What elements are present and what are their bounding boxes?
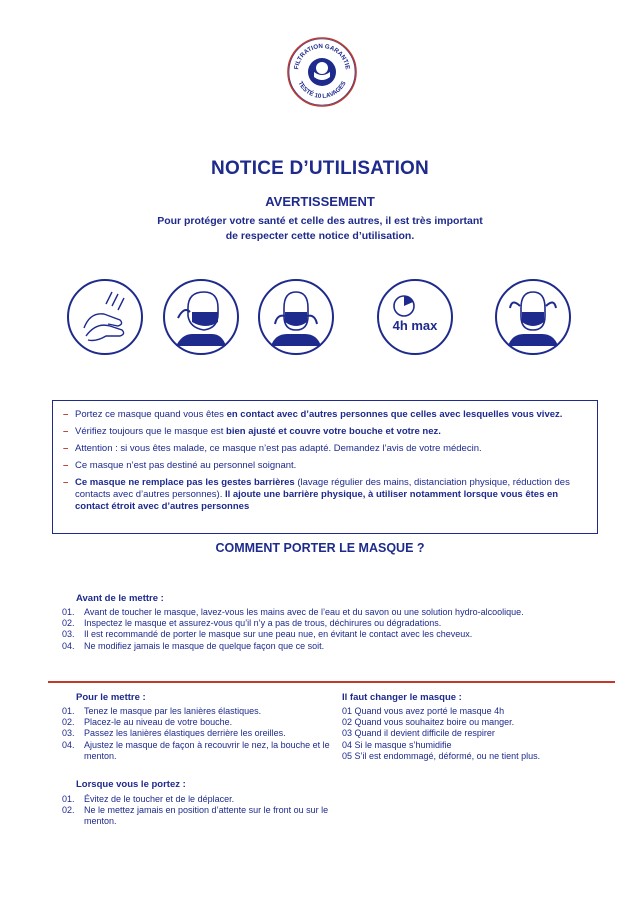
hand-washing-icon	[66, 278, 144, 356]
bullet-dash: –	[63, 426, 69, 437]
step-number: 02.	[62, 618, 75, 629]
before-title: Avant de le mettre :	[76, 593, 164, 604]
step-text: Inspectez le masque et assurez-vous qu’il n’y a pas de trous, déchirures ou dégradations.	[84, 618, 442, 629]
warning-line-1: Pour protéger votre santé et celle des autres, il est très important	[157, 215, 483, 227]
step-item	[62, 728, 332, 739]
step-number: 01.	[62, 706, 75, 716]
info-item	[63, 460, 587, 472]
change-title: Il faut changer le masque :	[342, 692, 462, 703]
change-item: 05 S’il est endommagé, déformé, ou ne tient plus.	[342, 750, 541, 761]
info-item-text: Portez ce masque quand vous êtes	[75, 409, 227, 420]
step-text: Ajustez le masque de façon à recouvrir le nez, la bouche et le menton.	[84, 739, 330, 761]
divider-line	[48, 681, 615, 683]
mask-ties-icon	[162, 278, 240, 356]
info-item	[63, 409, 587, 421]
step-number: 04.	[62, 640, 75, 651]
step-item	[62, 618, 572, 629]
step-text: Passez les lanières élastiques derrière les oreilles.	[84, 728, 286, 739]
info-list	[53, 401, 597, 513]
warning-line-2: de respecter cette notice d’utilisation.	[225, 230, 415, 242]
step-text: Tenez le masque par les lanières élastiques.	[84, 706, 262, 716]
wearing-title: Lorsque vous le portez :	[76, 779, 186, 790]
info-item	[63, 426, 587, 438]
warning-text	[0, 214, 640, 244]
step-text: Il est recommandé de porter le masque sur une peau nue, en évitant le contact avec les cheveux.	[84, 629, 473, 640]
step-item	[62, 607, 572, 618]
step-number: 04.	[62, 739, 75, 750]
step-number: 03.	[62, 629, 75, 640]
info-item-text: Attention : si vous êtes malade, ce masque n’est pas adapté. Demandez l’avis de votre médecin.	[75, 443, 482, 454]
mask-straps-icon	[494, 278, 572, 356]
info-item	[63, 443, 587, 455]
change-item: 03 Quand il devient difficile de respirer	[342, 728, 495, 739]
step-text: Ne modifiez jamais le masque de quelque façon que ce soit.	[84, 640, 325, 651]
change-item: 01 Quand vous avez porté le masque 4h	[342, 706, 505, 716]
info-item	[63, 477, 587, 513]
svg-text:TESTÉ 10 LAVAGES: TESTÉ 10 LAVAGES	[296, 80, 348, 101]
step-item	[62, 740, 332, 762]
warning-title: AVERTISSEMENT	[265, 194, 375, 209]
clock-4h-icon	[376, 278, 454, 356]
step-number: 03.	[62, 728, 75, 739]
step-text: Avant de toucher le masque, lavez-vous les mains avec de l’eau et du savon ou une solution hydro-alcoolique.	[84, 607, 524, 617]
info-item-text: en contact avec d’autres personnes que celles avec lesquelles vous vivez.	[226, 409, 563, 420]
filtration-seal-logo	[286, 36, 358, 108]
info-item-text: Il ajoute une barrière physique, à utiliser notamment lorsque vous êtes en contact étroit avec d’autres personnes	[75, 489, 559, 512]
info-item-text: (lavage régulier des mains, distanciation physique, réduction des contacts avec d’autres personnes).	[75, 477, 570, 500]
change-item: 04 Si le masque s’humidifie	[342, 739, 452, 750]
wearing-steps	[62, 794, 332, 828]
svg-text:FILTRATION GARANTIE: FILTRATION GARANTIE	[293, 42, 351, 71]
change-steps	[342, 706, 602, 762]
step-item	[62, 641, 572, 652]
icon-4h-label: 4h max	[392, 318, 438, 333]
put-on-steps	[62, 706, 332, 762]
bullet-dash: –	[63, 477, 69, 488]
step-number: 01.	[62, 794, 75, 804]
info-box	[52, 400, 598, 534]
step-item	[62, 706, 332, 717]
mask-adjust-icon	[257, 278, 335, 356]
how-to-wear-title: COMMENT PORTER LE MASQUE ?	[215, 541, 425, 555]
page-title: NOTICE D’UTILISATION	[211, 158, 429, 179]
step-item	[62, 794, 332, 805]
step-number: 02.	[62, 717, 75, 728]
bullet-dash: –	[63, 409, 69, 420]
info-item-text: Vérifiez toujours que le masque est	[75, 426, 227, 437]
info-item-text: Ce masque ne remplace pas les gestes barrières	[75, 477, 295, 488]
step-item	[62, 717, 332, 728]
step-text: Évitez de le toucher et de le déplacer.	[84, 794, 235, 804]
bullet-dash: –	[63, 460, 69, 471]
step-item	[62, 805, 332, 827]
step-text: Placez-le au niveau de votre bouche.	[84, 717, 233, 728]
info-item-text: Ce masque n’est pas destiné au personnel soignant.	[75, 460, 297, 471]
step-number: 01.	[62, 607, 75, 617]
before-steps	[62, 607, 572, 652]
change-item: 02 Quand vous souhaitez boire ou manger.	[342, 717, 515, 728]
step-item	[62, 629, 572, 640]
info-item-text: bien ajusté et couvre votre bouche et votre nez.	[226, 426, 441, 437]
bullet-dash: –	[63, 443, 69, 454]
step-text: Ne le mettez jamais en position d’attente sur le front ou sur le menton.	[84, 805, 329, 827]
step-number: 02.	[62, 805, 75, 816]
put-on-title: Pour le mettre :	[76, 692, 146, 703]
